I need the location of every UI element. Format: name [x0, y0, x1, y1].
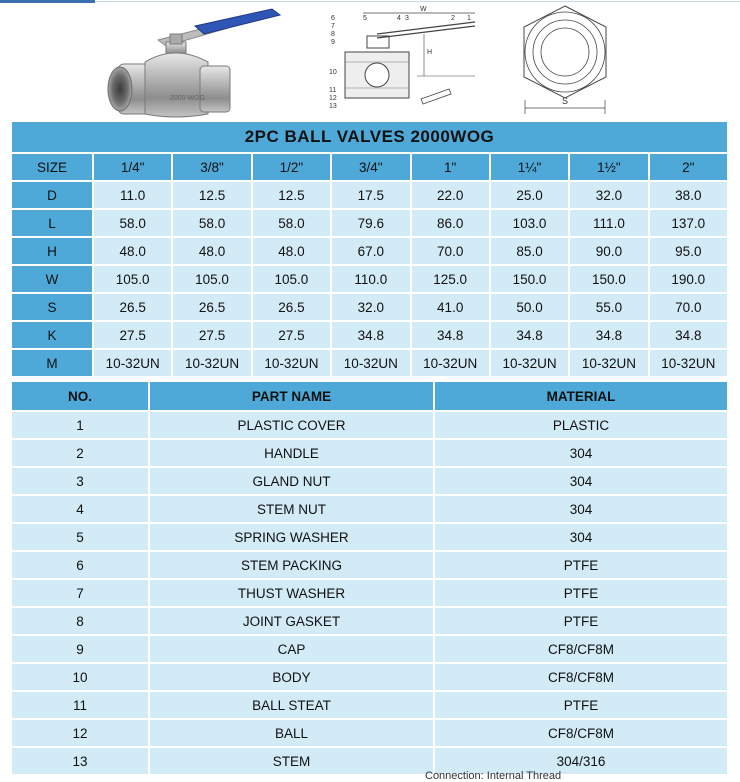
dimension-label: L [12, 210, 92, 236]
size-header-cell: 1½" [570, 154, 647, 180]
dimension-value: 34.8 [491, 322, 568, 348]
part-material: PTFE [435, 552, 727, 578]
dimension-label: M [12, 350, 92, 376]
part-number: 13 [12, 748, 148, 774]
dimension-value: 58.0 [173, 210, 250, 236]
dimension-value: 125.0 [412, 266, 489, 292]
dimension-value: 10-32UN [173, 350, 250, 376]
dimension-value: 48.0 [173, 238, 250, 264]
dimension-value: 58.0 [94, 210, 171, 236]
dimension-value: 32.0 [570, 182, 647, 208]
dimension-value: 190.0 [650, 266, 727, 292]
dimension-value: 90.0 [570, 238, 647, 264]
part-material: 304 [435, 524, 727, 550]
dimension-value: 70.0 [650, 294, 727, 320]
part-number: 8 [12, 608, 148, 634]
part-number: 1 [12, 412, 148, 438]
part-name: STEM PACKING [150, 552, 433, 578]
parts-table [10, 380, 729, 776]
dimension-value: 11.0 [94, 182, 171, 208]
part-name: THUST WASHER [150, 580, 433, 606]
parts-row [12, 692, 727, 718]
parts-row [12, 748, 727, 774]
dimension-value: 58.0 [253, 210, 330, 236]
dimension-value: 50.0 [491, 294, 568, 320]
drawing-dim-h: H [427, 49, 433, 56]
part-name: BALL [150, 720, 433, 746]
dimension-label: D [12, 182, 92, 208]
dimension-value: 150.0 [570, 266, 647, 292]
part-name: HANDLE [150, 440, 433, 466]
part-number: 6 [12, 552, 148, 578]
photo-marking: 2000 WOG [170, 95, 206, 102]
dimension-value: 10-32UN [94, 350, 171, 376]
dimension-value: 22.0 [412, 182, 489, 208]
dimension-value: 48.0 [94, 238, 171, 264]
dimension-value: 10-32UN [491, 350, 568, 376]
parts-row [12, 580, 727, 606]
part-material: CF8/CF8M [435, 636, 727, 662]
dimension-value: 10-32UN [253, 350, 330, 376]
part-material: PLASTIC [435, 412, 727, 438]
dimension-value: 25.0 [491, 182, 568, 208]
dimension-value: 105.0 [253, 266, 330, 292]
size-header-cell: 1" [412, 154, 489, 180]
parts-header-cell: NO. [12, 382, 148, 410]
callout-5: 5 [363, 15, 367, 22]
dimension-value: 85.0 [491, 238, 568, 264]
part-name: BODY [150, 664, 433, 690]
part-name: CAP [150, 636, 433, 662]
dimension-value: 10-32UN [332, 350, 409, 376]
parts-header-cell: MATERIAL [435, 382, 727, 410]
dimension-value: 12.5 [173, 182, 250, 208]
dimension-value: 70.0 [412, 238, 489, 264]
part-number: 5 [12, 524, 148, 550]
parts-row [12, 608, 727, 634]
size-header-row [12, 154, 727, 180]
parts-row [12, 412, 727, 438]
size-header-cell: 1/2" [253, 154, 330, 180]
part-material: 304 [435, 496, 727, 522]
dimension-value: 38.0 [650, 182, 727, 208]
dimension-table [10, 152, 729, 378]
size-header-cell: 1¼" [491, 154, 568, 180]
part-number: 7 [12, 580, 148, 606]
part-material: PTFE [435, 608, 727, 634]
part-name: PLASTIC COVER [150, 412, 433, 438]
footnote: Connection: Internal Thread [425, 770, 562, 782]
drawing-dim-s: S [562, 96, 569, 106]
dimension-value: 105.0 [173, 266, 250, 292]
parts-row [12, 552, 727, 578]
dimension-value: 95.0 [650, 238, 727, 264]
dimension-value: 110.0 [332, 266, 409, 292]
callout-9: 9 [331, 39, 335, 46]
callout-7: 7 [331, 23, 335, 30]
page-title: 2PC BALL VALVES 2000WOG [12, 122, 727, 152]
parts-row [12, 496, 727, 522]
dimension-value: 111.0 [570, 210, 647, 236]
dimension-value: 26.5 [94, 294, 171, 320]
part-number: 3 [12, 468, 148, 494]
dimension-row [12, 266, 727, 292]
part-number: 2 [12, 440, 148, 466]
dimension-value: 17.5 [332, 182, 409, 208]
dimension-row [12, 294, 727, 320]
dimension-value: 34.8 [332, 322, 409, 348]
dimension-value: 27.5 [94, 322, 171, 348]
size-header-cell: 1/4" [94, 154, 171, 180]
part-name: STEM NUT [150, 496, 433, 522]
dimension-value: 10-32UN [570, 350, 647, 376]
callout-10: 10 [329, 69, 337, 76]
callout-1: 1 [467, 15, 471, 22]
parts-row [12, 468, 727, 494]
callout-12: 12 [329, 95, 337, 102]
dimension-value: 105.0 [94, 266, 171, 292]
callout-8: 8 [331, 31, 335, 38]
dimension-label: S [12, 294, 92, 320]
parts-row [12, 720, 727, 746]
dimension-row [12, 322, 727, 348]
dimension-value: 34.8 [570, 322, 647, 348]
dimension-value: 41.0 [412, 294, 489, 320]
dimension-row [12, 182, 727, 208]
dimension-value: 150.0 [491, 266, 568, 292]
dimension-label: W [12, 266, 92, 292]
dimension-value: 34.8 [650, 322, 727, 348]
dimension-value: 86.0 [412, 210, 489, 236]
parts-row [12, 664, 727, 690]
dimension-label: K [12, 322, 92, 348]
dimension-row [12, 210, 727, 236]
parts-row [12, 440, 727, 466]
valve-section-drawing [325, 4, 500, 120]
part-material: 304 [435, 440, 727, 466]
part-number: 12 [12, 720, 148, 746]
callout-2: 2 [451, 15, 455, 22]
part-name: JOINT GASKET [150, 608, 433, 634]
valve-photo [100, 4, 325, 120]
dimension-label: H [12, 238, 92, 264]
dimension-value: 55.0 [570, 294, 647, 320]
valve-end-view-drawing [505, 0, 625, 122]
callout-13: 13 [329, 103, 337, 110]
size-header-cell: 3/4" [332, 154, 409, 180]
dimension-value: 79.6 [332, 210, 409, 236]
top-rule [0, 0, 740, 3]
part-number: 10 [12, 664, 148, 690]
dimension-value: 48.0 [253, 238, 330, 264]
part-name: BALL STEAT [150, 692, 433, 718]
drawing-dim-w: W [420, 6, 427, 13]
dimension-value: 12.5 [253, 182, 330, 208]
part-number: 4 [12, 496, 148, 522]
callout-3: 3 [405, 15, 409, 22]
size-header-cell: 2" [650, 154, 727, 180]
part-material: 304/316 [435, 748, 727, 774]
dimension-value: 137.0 [650, 210, 727, 236]
dimension-row [12, 350, 727, 376]
size-header-cell: 3/8" [173, 154, 250, 180]
size-header-label: SIZE [12, 154, 92, 180]
part-material: CF8/CF8M [435, 720, 727, 746]
dimension-value: 34.8 [412, 322, 489, 348]
dimension-value: 67.0 [332, 238, 409, 264]
dimension-value: 10-32UN [412, 350, 489, 376]
dimension-value: 32.0 [332, 294, 409, 320]
part-number: 9 [12, 636, 148, 662]
dimension-value: 27.5 [253, 322, 330, 348]
callout-4: 4 [397, 15, 401, 22]
callout-11: 11 [329, 87, 337, 94]
dimension-row [12, 238, 727, 264]
dimension-value: 103.0 [491, 210, 568, 236]
part-material: CF8/CF8M [435, 664, 727, 690]
part-name: STEM [150, 748, 433, 774]
parts-header-row [12, 382, 727, 410]
dimension-value: 27.5 [173, 322, 250, 348]
parts-row [12, 524, 727, 550]
part-name: GLAND NUT [150, 468, 433, 494]
callout-6: 6 [331, 15, 335, 22]
part-material: PTFE [435, 692, 727, 718]
dimension-value: 26.5 [173, 294, 250, 320]
part-name: SPRING WASHER [150, 524, 433, 550]
part-material: PTFE [435, 580, 727, 606]
parts-header-cell: PART NAME [150, 382, 433, 410]
part-material: 304 [435, 468, 727, 494]
dimension-value: 26.5 [253, 294, 330, 320]
dimension-value: 10-32UN [650, 350, 727, 376]
part-number: 11 [12, 692, 148, 718]
parts-row [12, 636, 727, 662]
